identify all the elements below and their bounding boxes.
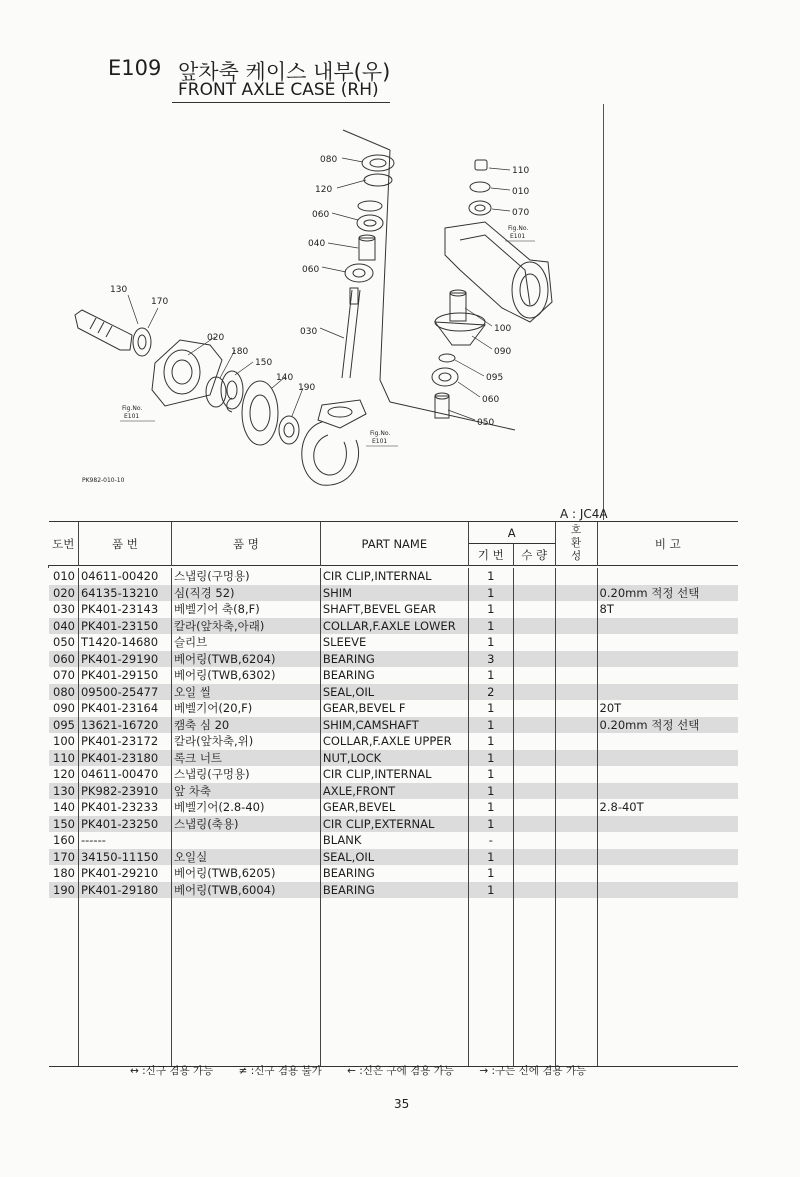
table-row xyxy=(49,882,739,899)
cell-remarks: 20T xyxy=(597,700,738,717)
callout: 130 xyxy=(110,285,128,295)
cell-no: 060 xyxy=(49,651,79,668)
cell-empty xyxy=(513,816,555,833)
cell-remarks xyxy=(597,733,738,750)
cell-remarks: 0.20mm 적정 선택 xyxy=(597,717,738,734)
cell-empty xyxy=(513,733,555,750)
header-part-name: PART NAME xyxy=(320,522,468,566)
cell-empty xyxy=(513,667,555,684)
cell-no: 110 xyxy=(49,750,79,767)
fig-ref-number: E101 xyxy=(510,233,526,240)
table-row xyxy=(49,585,739,602)
fig-ref-label: Fig.No. xyxy=(122,405,143,412)
cell-remarks: 0.20mm 적정 선택 xyxy=(597,585,738,602)
cell-remarks xyxy=(597,816,738,833)
cell-name-ko xyxy=(171,832,320,849)
cell-qty: 1 xyxy=(468,667,513,684)
cell-qty: 1 xyxy=(468,733,513,750)
cell-part-name: CIR CLIP,EXTERNAL xyxy=(320,816,468,833)
cell-part-name: SHIM,CAMSHAFT xyxy=(320,717,468,734)
cell-qty: 1 xyxy=(468,783,513,800)
cell-no: 030 xyxy=(53,602,75,616)
callout: 150 xyxy=(255,358,273,368)
cell-no: 190 xyxy=(49,882,79,899)
cell-part-no: PK401-29210 xyxy=(78,865,171,882)
cell-no: 070 xyxy=(53,668,75,682)
section-title-english: FRONT AXLE CASE (RH) xyxy=(178,80,379,100)
table-blank-area xyxy=(49,898,739,1067)
cell-name-ko: 캠축 심 20 xyxy=(171,717,320,734)
cell-no: 090 xyxy=(53,701,75,715)
cell-part-name: SEAL,OIL xyxy=(320,684,468,701)
fig-ref-label: Fig.No. xyxy=(508,225,529,232)
callout: 180 xyxy=(231,347,249,357)
cell-no: 080 xyxy=(49,684,79,701)
header-group-a: A xyxy=(468,522,555,544)
cell-empty xyxy=(468,898,513,1067)
cell-empty xyxy=(555,651,597,668)
cell-remarks xyxy=(597,667,738,684)
cell-empty xyxy=(320,898,468,1067)
cell-part-name: GEAR,BEVEL F xyxy=(320,700,468,717)
cell-empty xyxy=(513,898,555,1067)
section-title-korean: 앞차축 케이스 내부(우) xyxy=(178,60,391,84)
cell-part-no: PK401-23250 xyxy=(78,816,171,833)
cell-qty: 3 xyxy=(468,651,513,668)
table-row xyxy=(49,766,739,783)
header-remarks: 비 고 xyxy=(597,522,738,566)
cell-part-name: BEARING xyxy=(320,865,468,882)
legend-item: ≠ :신구 겸용 불가 xyxy=(238,1065,322,1077)
cell-empty xyxy=(513,700,555,717)
cell-remarks: 8T xyxy=(597,601,738,618)
cell-qty: 1 xyxy=(468,601,513,618)
cell-empty xyxy=(555,832,597,849)
cell-empty xyxy=(513,783,555,800)
cell-part-name: CIR CLIP,INTERNAL xyxy=(320,568,468,585)
cell-name-ko: 스냅링(구멍용) xyxy=(171,766,320,783)
section-code: E109 xyxy=(108,56,162,80)
model-label: A : JC4A xyxy=(560,507,608,521)
cell-remarks: 2.8-40T xyxy=(597,799,738,816)
cell-name-ko: 베벨기어(20,F) xyxy=(171,700,320,717)
cell-part-no: 34150-11150 xyxy=(78,849,171,866)
callout: 170 xyxy=(151,297,169,307)
callout: 060 xyxy=(302,265,320,275)
callout: 010 xyxy=(512,187,530,197)
cell-empty xyxy=(513,766,555,783)
callout: 095 xyxy=(486,373,504,383)
cell-part-name: COLLAR,F.AXLE LOWER xyxy=(320,618,468,635)
cell-part-no: 64135-13210 xyxy=(78,585,171,602)
cell-qty: 1 xyxy=(468,750,513,767)
cell-name-ko: 스냅링(구멍용) xyxy=(171,568,320,585)
cell-empty xyxy=(555,634,597,651)
cell-no: 050 xyxy=(53,635,75,649)
cell-no: 100 xyxy=(53,734,75,748)
cell-empty xyxy=(513,865,555,882)
cell-part-name: SLEEVE xyxy=(320,634,468,651)
cell-part-no: PK401-23180 xyxy=(78,750,171,767)
cell-empty xyxy=(513,882,555,899)
table-row xyxy=(49,684,739,701)
cell-part-no: ------ xyxy=(78,832,171,849)
cell-part-name: AXLE,FRONT xyxy=(320,783,468,800)
cell-empty xyxy=(555,898,597,1067)
cell-empty xyxy=(513,832,555,849)
cell-name-ko: 앞 차축 xyxy=(171,783,320,800)
cell-part-name: BEARING xyxy=(320,882,468,899)
cell-empty xyxy=(555,700,597,717)
cell-empty xyxy=(555,601,597,618)
page-number: 35 xyxy=(394,1097,410,1111)
cell-part-name: BEARING xyxy=(320,667,468,684)
header-name-ko: 품 명 xyxy=(171,522,320,566)
title-underline xyxy=(172,102,390,103)
cell-remarks xyxy=(597,750,738,767)
cell-empty xyxy=(513,618,555,635)
cell-qty: 1 xyxy=(468,618,513,635)
cell-empty xyxy=(555,717,597,734)
table-row xyxy=(49,865,739,882)
table-row xyxy=(49,717,739,734)
cell-no: 170 xyxy=(49,849,79,866)
cell-part-no: PK401-29150 xyxy=(78,667,171,684)
table-row xyxy=(49,816,739,833)
cell-qty: 1 xyxy=(468,816,513,833)
legend-item: ← :신은 구에 겸용 가능 xyxy=(347,1065,454,1077)
cell-empty xyxy=(513,601,555,618)
header-qty-base: 기 번 xyxy=(468,544,513,566)
cell-part-name: NUT,LOCK xyxy=(320,750,468,767)
callout: 060 xyxy=(312,210,330,220)
cell-qty: 1 xyxy=(468,799,513,816)
cell-name-ko: 록크 너트 xyxy=(171,750,320,767)
cell-name-ko: 베벨기어 축(8,F) xyxy=(171,601,320,618)
cell-qty: 1 xyxy=(468,700,513,717)
cell-name-ko: 슬리브 xyxy=(171,634,320,651)
cell-remarks xyxy=(597,634,738,651)
cell-remarks xyxy=(597,651,738,668)
cell-part-no: 13621-16720 xyxy=(78,717,171,734)
cell-qty: 1 xyxy=(468,882,513,899)
cell-empty xyxy=(555,733,597,750)
cell-empty xyxy=(513,684,555,701)
callout: 070 xyxy=(512,208,530,218)
table-row xyxy=(49,783,739,800)
cell-empty xyxy=(597,898,738,1067)
cell-empty xyxy=(555,585,597,602)
exploded-parts-diagram xyxy=(60,110,620,510)
cell-qty: 2 xyxy=(468,684,513,701)
cell-qty: 1 xyxy=(468,865,513,882)
header-no: 도번 xyxy=(49,522,79,566)
cell-empty xyxy=(49,898,79,1067)
header-qty: 수 량 xyxy=(513,544,555,566)
cell-part-name: BLANK xyxy=(320,832,468,849)
cell-empty xyxy=(555,750,597,767)
callout: 040 xyxy=(308,239,326,249)
callout: 060 xyxy=(482,395,500,405)
cell-empty xyxy=(555,667,597,684)
cell-part-no: PK401-23164 xyxy=(78,700,171,717)
cell-part-no: PK401-29180 xyxy=(78,882,171,899)
cell-no: 160 xyxy=(53,833,75,847)
cell-empty xyxy=(513,568,555,585)
cell-name-ko: 스냅링(축용) xyxy=(171,816,320,833)
cell-no: 020 xyxy=(49,585,79,602)
cell-name-ko: 오일 씰 xyxy=(171,684,320,701)
cell-remarks xyxy=(597,766,738,783)
cell-qty: 1 xyxy=(468,766,513,783)
table-row xyxy=(49,733,739,750)
cell-name-ko: 칼라(앞차축,위) xyxy=(171,733,320,750)
parts-table xyxy=(48,521,738,1067)
table-row xyxy=(49,634,739,651)
callout: 080 xyxy=(320,155,338,165)
cell-empty xyxy=(555,783,597,800)
table-row xyxy=(49,799,739,816)
cell-qty: 1 xyxy=(468,717,513,734)
cell-part-no: PK401-23143 xyxy=(78,601,171,618)
cell-part-no: 09500-25477 xyxy=(78,684,171,701)
table-row xyxy=(49,849,739,866)
cell-part-name: CIR CLIP,INTERNAL xyxy=(320,766,468,783)
callout: 020 xyxy=(207,333,225,343)
fig-ref-number: E101 xyxy=(372,438,388,445)
cell-name-ko: 칼라(앞차축,아래) xyxy=(171,618,320,635)
legend-item: ↔ :신구 겸용 가능 xyxy=(130,1065,214,1077)
cell-empty xyxy=(555,849,597,866)
table-row xyxy=(49,568,739,585)
callout: 110 xyxy=(512,166,530,176)
cell-remarks xyxy=(597,832,738,849)
cell-empty xyxy=(513,750,555,767)
cell-no: 095 xyxy=(49,717,79,734)
cell-name-ko: 베벨기어(2.8-40) xyxy=(171,799,320,816)
table-row xyxy=(49,750,739,767)
cell-name-ko: 베어링(TWB,6004) xyxy=(171,882,320,899)
cell-part-name: COLLAR,F.AXLE UPPER xyxy=(320,733,468,750)
cell-empty xyxy=(555,816,597,833)
cell-remarks xyxy=(597,849,738,866)
table-row xyxy=(49,700,739,717)
legend-item: → :구는 신에 겸용 가능 xyxy=(479,1065,587,1077)
table-row xyxy=(49,601,739,618)
cell-part-name: BEARING xyxy=(320,651,468,668)
cell-empty xyxy=(513,585,555,602)
drawing-code: PK982-010-10 xyxy=(82,477,125,484)
cell-empty xyxy=(555,684,597,701)
cell-empty xyxy=(171,898,320,1067)
cell-empty xyxy=(513,634,555,651)
cell-empty xyxy=(513,849,555,866)
cell-name-ko: 오일실 xyxy=(171,849,320,866)
cell-no: 120 xyxy=(53,767,75,781)
cell-empty xyxy=(555,799,597,816)
cell-remarks xyxy=(597,618,738,635)
cell-no: 040 xyxy=(49,618,79,635)
cell-qty: - xyxy=(468,832,513,849)
callout: 050 xyxy=(477,418,495,428)
callout: 120 xyxy=(315,185,333,195)
cell-name-ko: 베어링(TWB,6204) xyxy=(171,651,320,668)
cell-empty xyxy=(513,799,555,816)
header-compat: 호 환 성 xyxy=(555,522,597,566)
cell-empty xyxy=(555,568,597,585)
cell-part-no: PK401-23172 xyxy=(78,733,171,750)
cell-empty xyxy=(513,651,555,668)
callout: 190 xyxy=(298,383,316,393)
cell-no: 180 xyxy=(53,866,75,880)
cell-no: 130 xyxy=(49,783,79,800)
callout: 100 xyxy=(494,324,512,334)
table-row xyxy=(49,651,739,668)
cell-part-no: 04611-00470 xyxy=(78,766,171,783)
header-part-no: 품 번 xyxy=(78,522,171,566)
cell-no: 140 xyxy=(53,800,75,814)
cell-part-no: PK982-23910 xyxy=(78,783,171,800)
cell-part-name: SHIM xyxy=(320,585,468,602)
cell-part-name: SHAFT,BEVEL GEAR xyxy=(320,601,468,618)
fig-ref-label: Fig.No. xyxy=(370,430,391,437)
cell-part-no: T1420-14680 xyxy=(78,634,171,651)
cell-part-no: PK401-23233 xyxy=(78,799,171,816)
cell-no: 010 xyxy=(53,569,75,583)
cell-name-ko: 베어링(TWB,6205) xyxy=(171,865,320,882)
table-row xyxy=(49,667,739,684)
fig-ref-number: E101 xyxy=(124,413,140,420)
callout: 090 xyxy=(494,347,512,357)
cell-name-ko: 심(직경 52) xyxy=(171,585,320,602)
cell-part-no: PK401-23150 xyxy=(78,618,171,635)
cell-part-name: GEAR,BEVEL xyxy=(320,799,468,816)
cell-remarks xyxy=(597,684,738,701)
cell-empty xyxy=(555,882,597,899)
table-row xyxy=(49,618,739,635)
cell-empty xyxy=(555,766,597,783)
callout: 140 xyxy=(276,373,294,383)
cell-empty xyxy=(513,717,555,734)
cell-remarks xyxy=(597,865,738,882)
cell-remarks xyxy=(597,783,738,800)
cell-empty xyxy=(555,618,597,635)
cell-remarks xyxy=(597,882,738,899)
cell-qty: 1 xyxy=(468,634,513,651)
cell-no: 150 xyxy=(49,816,79,833)
table-row xyxy=(49,832,739,849)
compatibility-legend xyxy=(130,1063,608,1078)
cell-empty xyxy=(78,898,171,1067)
cell-qty: 1 xyxy=(468,585,513,602)
cell-qty: 1 xyxy=(468,568,513,585)
callout: 030 xyxy=(300,327,318,337)
cell-qty: 1 xyxy=(468,849,513,866)
cell-part-name: SEAL,OIL xyxy=(320,849,468,866)
cell-part-no: 04611-00420 xyxy=(78,568,171,585)
cell-name-ko: 베어링(TWB,6302) xyxy=(171,667,320,684)
cell-empty xyxy=(555,865,597,882)
cell-remarks xyxy=(597,568,738,585)
cell-part-no: PK401-29190 xyxy=(78,651,171,668)
